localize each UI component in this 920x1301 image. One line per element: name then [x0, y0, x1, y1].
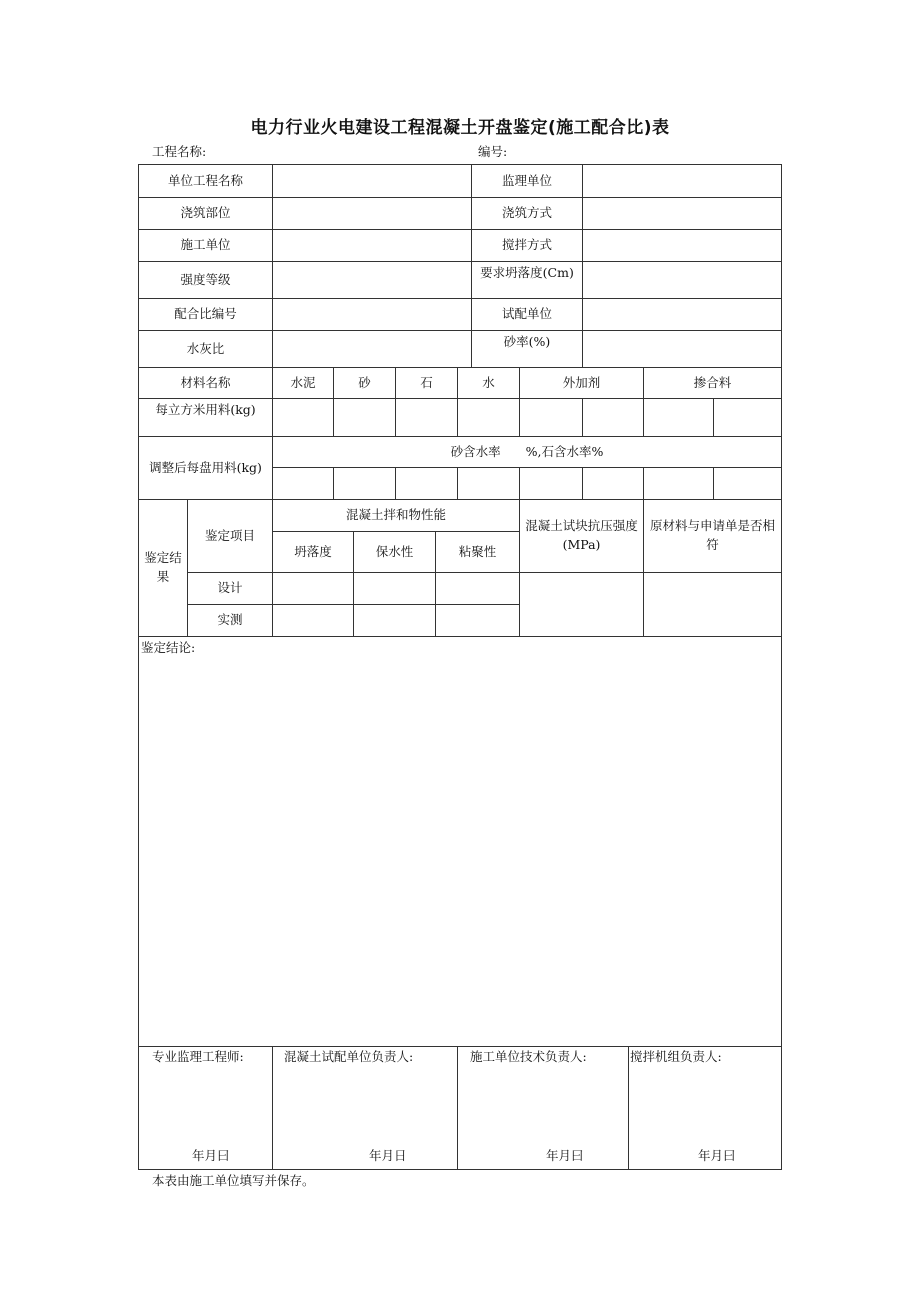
mixing-method-label: 搅拌方式: [471, 229, 583, 262]
sand-ratio-field[interactable]: [582, 330, 782, 368]
water-cement-ratio-field[interactable]: [272, 330, 472, 368]
measured-slump-field[interactable]: [272, 604, 354, 637]
trial-mix-unit-field[interactable]: [582, 298, 782, 331]
adjusted-admixture-field-1[interactable]: [519, 467, 583, 500]
adjusted-water-field[interactable]: [457, 467, 520, 500]
trial-unit-date-label: 年月日: [369, 1148, 407, 1163]
mix-number-label: 配合比编号: [138, 298, 273, 331]
conclusion-label: 鉴定结论:: [141, 640, 196, 655]
water-cement-ratio-label: 水灰比: [138, 330, 273, 368]
measured-cohesion-field[interactable]: [435, 604, 520, 637]
design-water-retention-field[interactable]: [353, 572, 436, 605]
per-cubic-stone-field[interactable]: [395, 398, 458, 437]
design-row-label: 设计: [187, 572, 273, 605]
material-col-water: 水: [457, 367, 520, 399]
pour-method-field[interactable]: [582, 197, 782, 230]
per-cubic-water-field[interactable]: [457, 398, 520, 437]
pour-location-label: 浇筑部位: [138, 197, 273, 230]
moisture-note: 砂含水率 %,石含水率%: [272, 436, 782, 468]
material-col-cement: 水泥: [272, 367, 334, 399]
footer-note: 本表由施工单位填写并保存。: [152, 1173, 315, 1188]
measured-water-retention-field[interactable]: [353, 604, 436, 637]
material-name-header: 材料名称: [138, 367, 273, 399]
per-cubic-cement-field[interactable]: [272, 398, 334, 437]
sand-ratio-label: 砂率(%): [471, 330, 583, 368]
strength-grade-field[interactable]: [272, 261, 472, 299]
appraisal-item-label: 鉴定项目: [187, 499, 273, 573]
per-cubic-admixture-field-1[interactable]: [519, 398, 583, 437]
material-col-admixture: 外加剂: [519, 367, 644, 399]
adjusted-stone-field[interactable]: [395, 467, 458, 500]
required-slump-label: 要求坍落度(Cm): [471, 261, 583, 299]
mixer-crew-signature-label: 搅拌机组负责人:: [630, 1049, 722, 1064]
mix-properties-label: 混凝土拌和物性能: [272, 499, 520, 532]
trial-unit-signature-label: 混凝土试配单位负责人:: [284, 1049, 414, 1064]
slump-col-label: 坍落度: [272, 531, 354, 573]
construction-unit-field[interactable]: [272, 229, 472, 262]
pour-method-label: 浇筑方式: [471, 197, 583, 230]
adjusted-cement-field[interactable]: [272, 467, 334, 500]
compressive-strength-field[interactable]: [519, 572, 644, 637]
pour-location-field[interactable]: [272, 197, 472, 230]
strength-grade-label: 强度等级: [138, 261, 273, 299]
adjusted-batch-label: 调整后每盘用料(kg): [138, 436, 273, 500]
material-consistency-label: 原材料与申请单是否相符: [643, 499, 782, 573]
appraisal-result-label: 鉴定结果: [138, 499, 188, 637]
supervisor-signature-label: 专业监理工程师:: [152, 1049, 244, 1064]
mix-number-field[interactable]: [272, 298, 472, 331]
number-label: 编号:: [478, 144, 508, 159]
mixing-method-field[interactable]: [582, 229, 782, 262]
per-cubic-label: 每立方米用料(kg): [138, 398, 273, 437]
construction-tech-date-label: 年月曰: [546, 1148, 584, 1163]
form-title: 电力行业火电建设工程混凝土开盘鉴定(施工配合比)表: [250, 118, 670, 138]
construction-unit-label: 施工单位: [138, 229, 273, 262]
per-cubic-admixture-field-2[interactable]: [582, 398, 644, 437]
cohesion-col-label: 粘聚性: [435, 531, 520, 573]
material-col-sand: 砂: [333, 367, 396, 399]
trial-mix-unit-label: 试配单位: [471, 298, 583, 331]
project-name-label: 工程名称:: [152, 144, 207, 159]
per-cubic-additive-field-2[interactable]: [713, 398, 782, 437]
material-col-stone: 石: [395, 367, 458, 399]
supervisor-date-label: 年月曰: [192, 1148, 230, 1163]
adjusted-additive-field-1[interactable]: [643, 467, 714, 500]
design-cohesion-field[interactable]: [435, 572, 520, 605]
adjusted-admixture-field-2[interactable]: [582, 467, 644, 500]
per-cubic-sand-field[interactable]: [333, 398, 396, 437]
mixer-crew-date-label: 年月曰: [698, 1148, 736, 1163]
adjusted-sand-field[interactable]: [333, 467, 396, 500]
material-consistency-field[interactable]: [643, 572, 782, 637]
measured-row-label: 实测: [187, 604, 273, 637]
unit-project-name-label: 单位工程名称: [138, 164, 273, 198]
water-retention-col-label: 保水性: [353, 531, 436, 573]
conclusion-area[interactable]: [138, 636, 782, 1047]
unit-project-name-field[interactable]: [272, 164, 472, 198]
supervision-unit-label: 监理单位: [471, 164, 583, 198]
required-slump-field[interactable]: [582, 261, 782, 299]
supervision-unit-field[interactable]: [582, 164, 782, 198]
construction-tech-signature-label: 施工单位技术负责人:: [470, 1049, 587, 1064]
adjusted-additive-field-2[interactable]: [713, 467, 782, 500]
compressive-strength-label: 混凝土试块抗压强度(MPa): [519, 499, 644, 573]
material-col-additive: 掺合料: [643, 367, 782, 399]
per-cubic-additive-field-1[interactable]: [643, 398, 714, 437]
design-slump-field[interactable]: [272, 572, 354, 605]
